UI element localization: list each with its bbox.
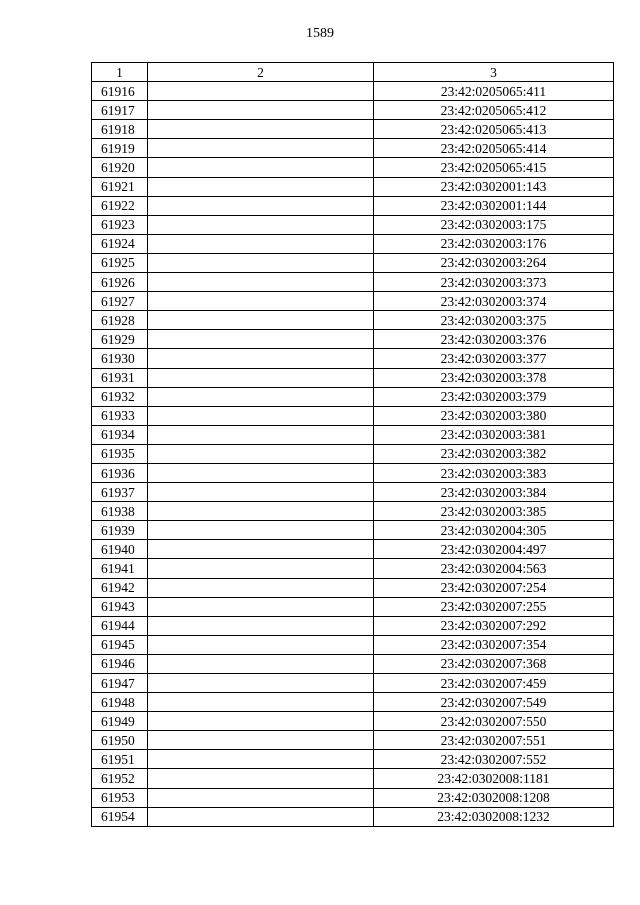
row-blank-cell — [148, 521, 374, 540]
row-number-cell: 61931 — [92, 368, 148, 387]
cadastral-number-cell: 23:42:0302004:305 — [374, 521, 614, 540]
cadastral-number-cell: 23:42:0302003:176 — [374, 234, 614, 253]
table-row — [92, 788, 614, 807]
row-blank-cell — [148, 483, 374, 502]
cadastral-number-cell: 23:42:0302007:368 — [374, 654, 614, 673]
table-row — [92, 368, 614, 387]
cadastral-number-cell: 23:42:0205065:412 — [374, 101, 614, 120]
table-row — [92, 177, 614, 196]
table-row — [92, 311, 614, 330]
row-blank-cell — [148, 712, 374, 731]
row-blank-cell — [148, 750, 374, 769]
table-header — [92, 63, 614, 82]
row-number-cell: 61946 — [92, 654, 148, 673]
row-blank-cell — [148, 158, 374, 177]
cadastral-number-cell: 23:42:0302003:385 — [374, 502, 614, 521]
row-number-cell: 61916 — [92, 82, 148, 101]
row-blank-cell — [148, 425, 374, 444]
row-number-cell: 61948 — [92, 693, 148, 712]
row-number-cell: 61941 — [92, 559, 148, 578]
table-row — [92, 234, 614, 253]
cadastral-number-cell: 23:42:0205065:415 — [374, 158, 614, 177]
row-blank-cell — [148, 807, 374, 826]
row-blank-cell — [148, 311, 374, 330]
table-row — [92, 712, 614, 731]
table-row — [92, 654, 614, 673]
cadastral-number-cell: 23:42:0302003:376 — [374, 330, 614, 349]
column-header-2: 2 — [148, 63, 374, 82]
table-row — [92, 674, 614, 693]
cadastral-number-cell: 23:42:0302007:551 — [374, 731, 614, 750]
row-blank-cell — [148, 559, 374, 578]
row-number-cell: 61940 — [92, 540, 148, 559]
table-row — [92, 139, 614, 158]
cadastral-number-cell: 23:42:0302003:373 — [374, 273, 614, 292]
row-number-cell: 61953 — [92, 788, 148, 807]
cadastral-number-cell: 23:42:0302007:549 — [374, 693, 614, 712]
cadastral-number-cell: 23:42:0302003:374 — [374, 292, 614, 311]
table-row — [92, 616, 614, 635]
row-number-cell: 61923 — [92, 215, 148, 234]
row-number-cell: 61954 — [92, 807, 148, 826]
row-number-cell: 61928 — [92, 311, 148, 330]
row-number-cell: 61917 — [92, 101, 148, 120]
cadastral-number-cell: 23:42:0302007:552 — [374, 750, 614, 769]
table-row — [92, 196, 614, 215]
row-number-cell: 61945 — [92, 635, 148, 654]
table-row — [92, 578, 614, 597]
table-row — [92, 273, 614, 292]
row-blank-cell — [148, 387, 374, 406]
row-number-cell: 61942 — [92, 578, 148, 597]
table-row — [92, 807, 614, 826]
table-row — [92, 330, 614, 349]
row-blank-cell — [148, 101, 374, 120]
cadastral-number-cell: 23:42:0302007:459 — [374, 674, 614, 693]
row-blank-cell — [148, 616, 374, 635]
table-row — [92, 559, 614, 578]
cadastral-number-cell: 23:42:0302007:292 — [374, 616, 614, 635]
row-blank-cell — [148, 82, 374, 101]
table-row — [92, 253, 614, 272]
table-row — [92, 769, 614, 788]
row-blank-cell — [148, 349, 374, 368]
cadastral-number-cell: 23:42:0302003:375 — [374, 311, 614, 330]
row-blank-cell — [148, 635, 374, 654]
table-row — [92, 120, 614, 139]
table-row — [92, 463, 614, 482]
row-blank-cell — [148, 215, 374, 234]
row-blank-cell — [148, 444, 374, 463]
row-number-cell: 61933 — [92, 406, 148, 425]
row-blank-cell — [148, 177, 374, 196]
row-number-cell: 61952 — [92, 769, 148, 788]
row-blank-cell — [148, 234, 374, 253]
column-header-3: 3 — [374, 63, 614, 82]
table-row — [92, 387, 614, 406]
cadastral-number-cell: 23:42:0205065:413 — [374, 120, 614, 139]
row-number-cell: 61947 — [92, 674, 148, 693]
page-number: 1589 — [306, 26, 334, 41]
table-row — [92, 540, 614, 559]
row-blank-cell — [148, 540, 374, 559]
cadastral-number-cell: 23:42:0302004:497 — [374, 540, 614, 559]
row-number-cell: 61929 — [92, 330, 148, 349]
row-number-cell: 61927 — [92, 292, 148, 311]
header-row — [92, 63, 614, 82]
row-blank-cell — [148, 368, 374, 387]
row-number-cell: 61944 — [92, 616, 148, 635]
cadastral-number-cell: 23:42:0302003:381 — [374, 425, 614, 444]
row-blank-cell — [148, 196, 374, 215]
cadastral-number-cell: 23:42:0302003:380 — [374, 406, 614, 425]
column-header-1: 1 — [92, 63, 148, 82]
cadastral-number-cell: 23:42:0302008:1208 — [374, 788, 614, 807]
table-row — [92, 215, 614, 234]
row-blank-cell — [148, 139, 374, 158]
table-row — [92, 82, 614, 101]
table-row — [92, 444, 614, 463]
row-blank-cell — [148, 463, 374, 482]
row-number-cell: 61920 — [92, 158, 148, 177]
row-blank-cell — [148, 788, 374, 807]
table-row — [92, 750, 614, 769]
table-row — [92, 158, 614, 177]
row-number-cell: 61932 — [92, 387, 148, 406]
table-row — [92, 521, 614, 540]
cadastral-number-cell: 23:42:0302008:1232 — [374, 807, 614, 826]
table-row — [92, 693, 614, 712]
row-blank-cell — [148, 292, 374, 311]
row-blank-cell — [148, 330, 374, 349]
cadastral-number-cell: 23:42:0205065:411 — [374, 82, 614, 101]
cadastral-number-cell: 23:42:0302003:384 — [374, 483, 614, 502]
row-number-cell: 61937 — [92, 483, 148, 502]
row-number-cell: 61918 — [92, 120, 148, 139]
row-blank-cell — [148, 731, 374, 750]
row-blank-cell — [148, 769, 374, 788]
cadastral-number-cell: 23:42:0302003:382 — [374, 444, 614, 463]
row-number-cell: 61919 — [92, 139, 148, 158]
table-row — [92, 731, 614, 750]
row-number-cell: 61922 — [92, 196, 148, 215]
row-blank-cell — [148, 597, 374, 616]
row-number-cell: 61938 — [92, 502, 148, 521]
table-row — [92, 425, 614, 444]
row-blank-cell — [148, 273, 374, 292]
cadastral-number-cell: 23:42:0302003:378 — [374, 368, 614, 387]
table-row — [92, 349, 614, 368]
cadastral-number-cell: 23:42:0302003:377 — [374, 349, 614, 368]
row-number-cell: 61943 — [92, 597, 148, 616]
row-number-cell: 61921 — [92, 177, 148, 196]
row-blank-cell — [148, 578, 374, 597]
row-number-cell: 61926 — [92, 273, 148, 292]
cadastral-number-cell: 23:42:0302007:255 — [374, 597, 614, 616]
cadastral-number-cell: 23:42:0205065:414 — [374, 139, 614, 158]
cadastral-number-cell: 23:42:0302007:550 — [374, 712, 614, 731]
row-number-cell: 61951 — [92, 750, 148, 769]
row-number-cell: 61924 — [92, 234, 148, 253]
registry-table — [91, 62, 614, 827]
cadastral-number-cell: 23:42:0302007:354 — [374, 635, 614, 654]
cadastral-number-cell: 23:42:0302003:175 — [374, 215, 614, 234]
cadastral-number-cell: 23:42:0302001:143 — [374, 177, 614, 196]
table-row — [92, 406, 614, 425]
row-blank-cell — [148, 406, 374, 425]
cadastral-number-cell: 23:42:0302004:563 — [374, 559, 614, 578]
row-number-cell: 61936 — [92, 463, 148, 482]
row-blank-cell — [148, 693, 374, 712]
row-number-cell: 61949 — [92, 712, 148, 731]
row-number-cell: 61925 — [92, 253, 148, 272]
row-number-cell: 61939 — [92, 521, 148, 540]
table-body — [92, 82, 614, 827]
row-number-cell: 61950 — [92, 731, 148, 750]
table-row — [92, 292, 614, 311]
row-blank-cell — [148, 502, 374, 521]
row-blank-cell — [148, 120, 374, 139]
cadastral-number-cell: 23:42:0302007:254 — [374, 578, 614, 597]
table-row — [92, 635, 614, 654]
cadastral-number-cell: 23:42:0302001:144 — [374, 196, 614, 215]
table-row — [92, 483, 614, 502]
cadastral-number-cell: 23:42:0302003:264 — [374, 253, 614, 272]
row-blank-cell — [148, 654, 374, 673]
cadastral-number-cell: 23:42:0302003:379 — [374, 387, 614, 406]
cadastral-number-cell: 23:42:0302003:383 — [374, 463, 614, 482]
row-blank-cell — [148, 253, 374, 272]
row-number-cell: 61930 — [92, 349, 148, 368]
row-number-cell: 61934 — [92, 425, 148, 444]
table-row — [92, 101, 614, 120]
table-row — [92, 597, 614, 616]
cadastral-number-cell: 23:42:0302008:1181 — [374, 769, 614, 788]
row-blank-cell — [148, 674, 374, 693]
row-number-cell: 61935 — [92, 444, 148, 463]
table-row — [92, 502, 614, 521]
